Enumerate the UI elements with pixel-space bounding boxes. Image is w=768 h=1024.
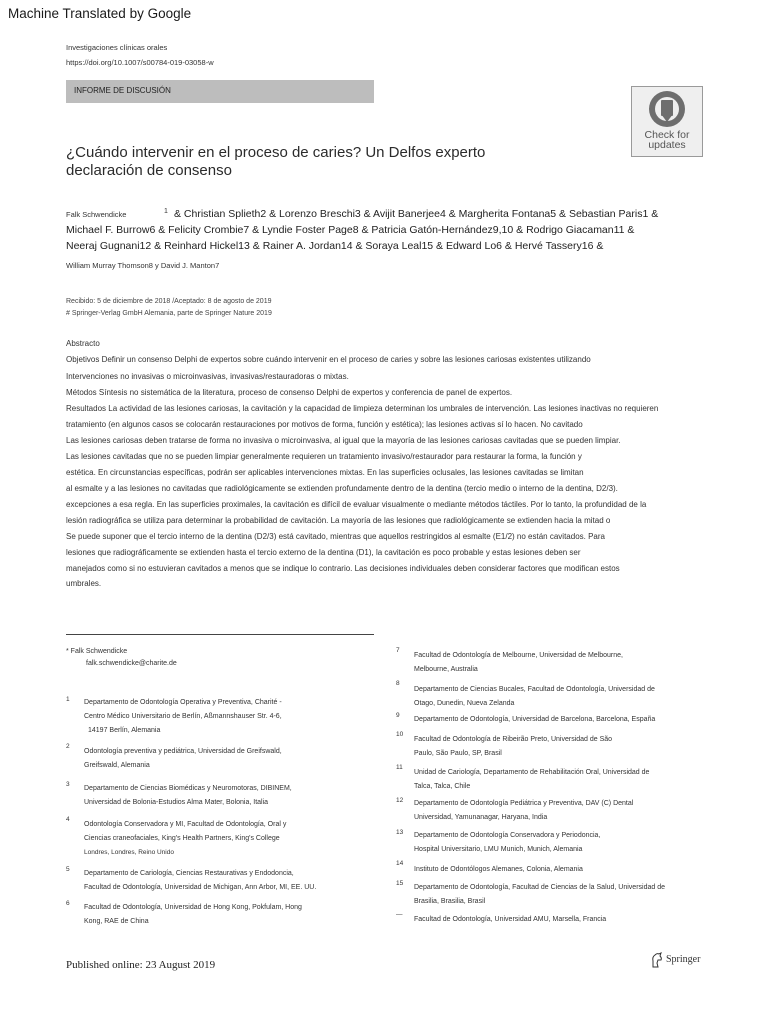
affiliation-number: 1 [66,696,70,703]
abstract-heading: Abstracto [66,339,100,348]
affiliation-line: Brasilia, Brasilia, Brasil [414,898,486,905]
affiliation-line: Departamento de Odontología Operativa y Preventiva, Charité - [84,699,282,706]
affiliation-line: Departamento de Cariología, Ciencias Restaurativas y Endodoncia, [84,870,294,877]
abstract-line: Objetivos Definir un consenso Delphi de expertos sobre cuándo intervenir en el proceso de caries y sobre las lesiones cariosas existentes utilizando [66,355,591,364]
author-line-1: & Christian Splieth2 & Lorenzo Breschi3 & Avijit Banerjee4 & Margherita Fontana5 & Sebastian Paris1 & [174,208,659,220]
article-type-bar [66,80,374,103]
journal-name: Investigaciones clínicas orales [66,43,168,52]
affiliation-number: 10 [396,731,404,738]
springer-horse-icon [650,952,664,968]
abstract-line: tratamiento (en algunos casos se colocarán restauraciones por motivos de forma, función y estética); las lesiones activas sí lo hacen. No cavitado [66,420,583,429]
affiliation-line: Greifswald, Alemania [84,762,150,769]
abstract-line: Intervenciones no invasivas o microinvasivas, invasivas/restauradoras o mixtas. [66,372,349,381]
check-updates-line2: updates [648,139,686,151]
machine-translation-banner: Machine Translated by Google [8,6,192,21]
affiliation-text [414,766,649,794]
corresponding-author-name: * Falk Schwendicke [66,648,128,655]
affiliation-number: 3 [66,781,70,788]
received-accepted-dates: Recibido: 5 de diciembre de 2018 /Aceptado: 8 de agosto de 2019 [66,298,272,305]
affiliation-line: Odontología Conservadora y MI, Facultad de Odontología, Oral y [84,821,287,828]
abstract-line: lesiones que radiográficamente se extienden hasta el tercio externo de la dentina (D1), la cavitación es poco probable y estas lesiones deben ser [66,548,581,557]
affiliation-line: Facultad de Odontología de Ribeirão Preto, Universidad de São [414,736,613,743]
affiliation-number: 2 [66,743,70,750]
affiliation-line: Londres, Londres, Reino Unido [84,849,174,856]
affiliation-line: Departamento de Odontología Pediátrica y Preventiva, DAV (C) Dental [414,800,634,807]
affiliation-number: 15 [396,880,404,887]
abstract-line: Se puede suponer que el tercio interno de la dentina (D2/3) está cavitado, mientras que aquellos restringidos al esmalte (E1/2) no están cavitados. Para [66,532,605,541]
affiliation-text [414,797,633,825]
author-line-3: Neeraj Gugnani12 & Reinhard Hickel13 & Rainer A. Jordan14 & Soraya Leal15 & Edward Lo6 & Hervé Tassery16 & [66,240,604,252]
affiliation-line: Facultad de Odontología de Melbourne, Universidad de Melbourne, [414,652,623,659]
affiliation-line: Departamento de Ciencias Bucales, Facultad de Odontología, Universidad de [414,686,655,693]
abstract-line: Las lesiones cariosas deben tratarse de forma no invasiva o microinvasiva, al igual que la mayoría de las lesiones cariosas cavitadas que se pueden limpiar. [66,436,621,445]
affiliation-line: Melbourne, Australia [414,666,478,673]
affiliation-text [84,696,282,738]
published-online-date: Published online: 23 August 2019 [66,959,216,971]
abstract-line: umbrales. [66,579,102,588]
affiliation-line: Universidad de Bolonia-Estudios Alma Mater, Bolonia, Italia [84,799,269,806]
affiliation-number: 8 [396,680,400,687]
affiliation-line: Instituto de Odontólogos Alemanes, Colonia, Alemania [414,866,583,873]
affiliation-line: Departamento de Odontología, Universidad de Barcelona, Barcelona, España [414,716,656,723]
author-line-2: Michael F. Burrow6 & Felicity Crombie7 & Lyndie Foster Page8 & Patricia Gatón-Hernández9,10 & Rodrigo Giacaman11 & [66,224,635,236]
affiliation-line: 14197 Berlín, Alemania [88,727,161,734]
affiliation-line: Facultad de Odontología, Universidad de Hong Kong, Pokfulam, Hong [84,904,302,911]
abstract-line: manejados como si no estuvieran cavitados a menos que se indique lo contrario. Las decisiones individuales deben considerar factores que modifican estos [66,564,620,573]
check-updates-line1: Check for [644,129,690,141]
affiliation-line: Departamento de Ciencias Biomédicas y Neuromotoras, DIBINEM, [84,785,292,792]
affiliation-line: Odontología preventiva y pediátrica, Universidad de Greifswald, [84,748,282,755]
affiliation-line: Hospital Universitario, LMU Munich, Munich, Alemania [414,846,583,853]
copyright-notice: # Springer-Verlag GmbH Alemania, parte de Springer Nature 2019 [66,310,272,317]
affiliation-number: 5 [66,866,70,873]
abstract-line: excepciones a esa regla. En las superficies proximales, la cavitación es difícil de evaluar visualmente o mediante métodos táctiles. Por lo tanto, la profundidad de la [66,500,647,509]
article-title: ¿Cuándo intervenir en el proceso de caries? Un Delfos experto declaración de consenso [66,144,486,179]
affiliation-line: Facultad de Odontología, Universidad de Michigan, Ann Arbor, MI, EE. UU. [84,884,317,891]
article-type-label: INFORME DE DISCUSIÓN [74,86,171,95]
abstract-line: lesión radiográfica se utiliza para determinar la probabilidad de cavitación. La mayoría de las lesiones que radiológicamente se extienden hacia la mitad o [66,516,611,525]
affiliation-text [84,745,282,773]
affiliation-number: 7 [396,647,400,654]
affiliation-line: Talca, Talca, Chile [414,783,471,790]
affiliation-text [84,867,316,895]
author-first: Falk Schwendicke [66,210,127,219]
affiliation-number: 4 [66,816,70,823]
affiliation-line: Facultad de Odontología, Universidad AMU, Marsella, Francia [414,916,607,923]
affiliation-line: Departamento de Odontología, Facultad de Ciencias de la Salud, Universidad de [414,884,665,891]
affiliation-text [414,713,655,727]
affiliation-number: 11 [396,764,403,771]
affiliation-line: Departamento de Odontología Conservadora y Periodoncia, [414,832,601,839]
corresponding-author-email[interactable]: falk.schwendicke@charite.de [86,660,177,667]
affiliation-text [414,733,612,761]
affiliation-text [414,881,665,909]
affiliation-text [414,683,655,711]
affiliation-line: Ciencias craneofaciales, King's Health Partners, King's College [84,835,280,842]
author-first-affiliation: 1 [164,208,168,215]
affiliation-text [414,863,583,877]
affiliation-number: 9 [396,712,400,719]
affiliation-text [84,901,302,929]
check-updates-icon [647,89,687,129]
affiliation-text [84,818,286,860]
affiliation-line: Otago, Dunedin, Nueva Zelanda [414,700,515,707]
abstract-line: Métodos Síntesis no sistemática de la literatura, proceso de consenso Delphi de expertos y conferencia de panel de expertos. [66,388,513,397]
abstract-line: Las lesiones cavitadas que no se pueden limpiar generalmente requieren un tratamiento invasivo/restaurador para restaurar la forma, la función y [66,452,582,461]
affiliation-number: — [396,911,403,918]
affiliation-text [414,829,600,857]
check-updates-text [632,130,702,150]
affiliation-number: 13 [396,829,404,836]
check-for-updates-badge[interactable] [631,86,703,157]
affiliation-number: 14 [396,860,404,867]
affiliation-line: Kong, RAE de China [84,918,149,925]
author-line-4: William Murray Thomson8 y David J. Manton7 [66,261,220,270]
affiliation-line: Paulo, São Paulo, SP, Brasil [414,750,502,757]
affiliation-text [414,913,606,927]
abstract-line: al esmalte y a las lesiones no cavitadas que radiológicamente se extienden profundamente dentro de la dentina (tercio medio o interno de la dentina, D2/3). [66,484,618,493]
affiliation-text [84,782,292,810]
affiliation-text [414,649,623,677]
affiliation-line: Universidad, Yamunanagar, Haryana, India [414,814,548,821]
abstract-line: Resultados La actividad de las lesiones cariosas, la cavitación y la capacidad de limpieza determinan los umbrales de intervención. Las lesiones inactivas no requieren [66,404,659,413]
affiliation-line: Centro Médico Universitario de Berlín, Aßmannshauser Str. 4-6, [84,713,282,720]
springer-wordmark: Springer [666,954,701,965]
affiliation-number: 6 [66,900,70,907]
affiliation-line: Unidad de Cariología, Departamento de Rehabilitación Oral, Universidad de [414,769,650,776]
abstract-line: estética. En circunstancias específicas, podrán ser aplicables intervenciones mixtas. En las superficies oclusales, las lesiones cavitadas se limitan [66,468,584,477]
doi-link[interactable]: https://doi.org/10.1007/s00784-019-03058-w [66,58,214,67]
footnote-divider [66,634,374,635]
affiliation-number: 12 [396,797,404,804]
